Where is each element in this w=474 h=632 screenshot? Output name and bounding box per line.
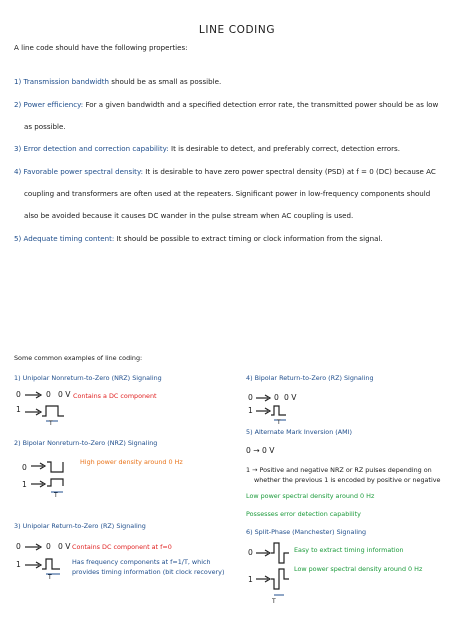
manchester-zero-waveform	[255, 540, 295, 566]
zero-volt-label: 0 V	[58, 390, 71, 399]
example-2-title: 2) Bipolar Nonreturn-to-Zero (NRZ) Signaling	[14, 439, 158, 447]
property-text: It is desirable to detect, and preferably correct, detection errors.	[168, 144, 401, 153]
examples-heading: Some common examples of line coding:	[14, 354, 143, 362]
period-label: T	[277, 419, 281, 426]
bipolar-nrz-one-waveform	[30, 476, 76, 498]
symbol-zero: 0	[22, 463, 27, 472]
manchester-one-waveform	[255, 566, 295, 600]
property-text-cont2: also be avoided because it causes DC wander in the pulse stream when AC coupling is used.	[24, 211, 354, 220]
period-label: T	[272, 598, 276, 605]
symbol-zero: 0	[16, 390, 21, 399]
property-term: Power efficiency:	[23, 100, 84, 109]
example-5-desc-2: whether the previous 1 is encoded by positive or negative	[254, 476, 441, 484]
example-5-note-2: Possesses error detection capability	[246, 510, 361, 518]
example-6-note-1: Easy to extract timing information	[294, 546, 404, 554]
symbol-zero: 0	[274, 393, 279, 402]
property-num: 3)	[14, 144, 22, 153]
property-1	[14, 71, 460, 93]
property-num: 2)	[14, 100, 22, 109]
zero-volt-label: 0 V	[58, 542, 71, 551]
property-text: It should be possible to extract timing or clock information from the signal.	[114, 234, 383, 243]
intro-text: A line code should have the following properties:	[14, 43, 188, 52]
example-3-note-2a: Has frequency components at f=1/T, which	[72, 558, 211, 566]
arrow-right-icon	[24, 542, 44, 552]
unipolar-rz-waveform	[24, 556, 70, 578]
property-text: should be as small as possible.	[109, 77, 222, 86]
bipolar-rz-waveform	[255, 402, 295, 424]
symbol-zero: 0	[46, 390, 51, 399]
period-label: T	[49, 420, 53, 427]
arrow-right-icon	[24, 390, 44, 400]
symbol-one: 1	[16, 560, 21, 569]
example-6-title: 6) Split-Phase (Manchester) Signaling	[246, 528, 367, 536]
property-2	[14, 94, 460, 138]
example-6-note-2: Low power spectral density around 0 Hz	[294, 565, 423, 573]
property-term: Favorable power spectral density:	[23, 167, 144, 176]
symbol-one: 1	[16, 405, 21, 414]
symbol-zero: 0	[248, 393, 253, 402]
symbol-one: 1	[22, 480, 27, 489]
bipolar-nrz-zero-waveform	[30, 456, 76, 476]
page-title: LINE CODING	[198, 24, 276, 36]
property-term: Error detection and correction capability:	[23, 144, 169, 153]
example-1-title: 1) Unipolar Nonreturn-to-Zero (NRZ) Signaling	[14, 374, 162, 382]
property-text: For a given bandwidth and a specified detection error rate, the transmitted power should be as low	[83, 100, 439, 109]
example-5-zero-rule: 0 → 0 V	[246, 446, 275, 455]
example-5-title: 5) Alternate Mark Inversion (AMI)	[246, 428, 353, 436]
symbol-one: 1	[248, 406, 253, 415]
property-3	[14, 138, 460, 160]
property-4	[14, 161, 460, 227]
example-4-title: 4) Bipolar Return-to-Zero (RZ) Signaling	[246, 374, 374, 382]
example-5-note-1: Low power spectral density around 0 Hz	[246, 492, 375, 500]
example-5-desc-1: 1 → Positive and negative NRZ or RZ pulses depending on	[246, 466, 432, 474]
example-3-note-1: Contains DC component at f=0	[72, 543, 172, 551]
period-label: T	[48, 574, 52, 581]
property-text-cont: coupling and transformers are often used at the repeaters. Significant power in low-frequency components should	[24, 189, 431, 198]
zero-volt-label: 0 V	[284, 393, 297, 402]
property-text-cont: as possible.	[24, 122, 66, 131]
symbol-one: 1	[248, 575, 253, 584]
property-5	[14, 228, 460, 250]
example-3-note-2b: provides timing information (bit clock recovery)	[72, 568, 225, 576]
property-text: It is desirable to have zero power spectral density (PSD) at f = 0 (DC) because AC	[143, 167, 436, 176]
property-num: 4)	[14, 167, 22, 176]
symbol-zero: 0	[46, 542, 51, 551]
symbol-zero: 0	[16, 542, 21, 551]
symbol-zero: 0	[248, 548, 253, 557]
property-num: 1)	[14, 77, 22, 86]
example-1-note: Contains a DC component	[73, 392, 157, 400]
example-2-note: High power density around 0 Hz	[80, 458, 183, 466]
property-term: Adequate timing content:	[23, 234, 115, 243]
example-3-title: 3) Unipolar Return-to-Zero (RZ) Signaling	[14, 522, 146, 530]
period-label: T	[54, 492, 58, 499]
property-num: 5)	[14, 234, 22, 243]
property-term: Transmission bandwidth	[23, 77, 110, 86]
